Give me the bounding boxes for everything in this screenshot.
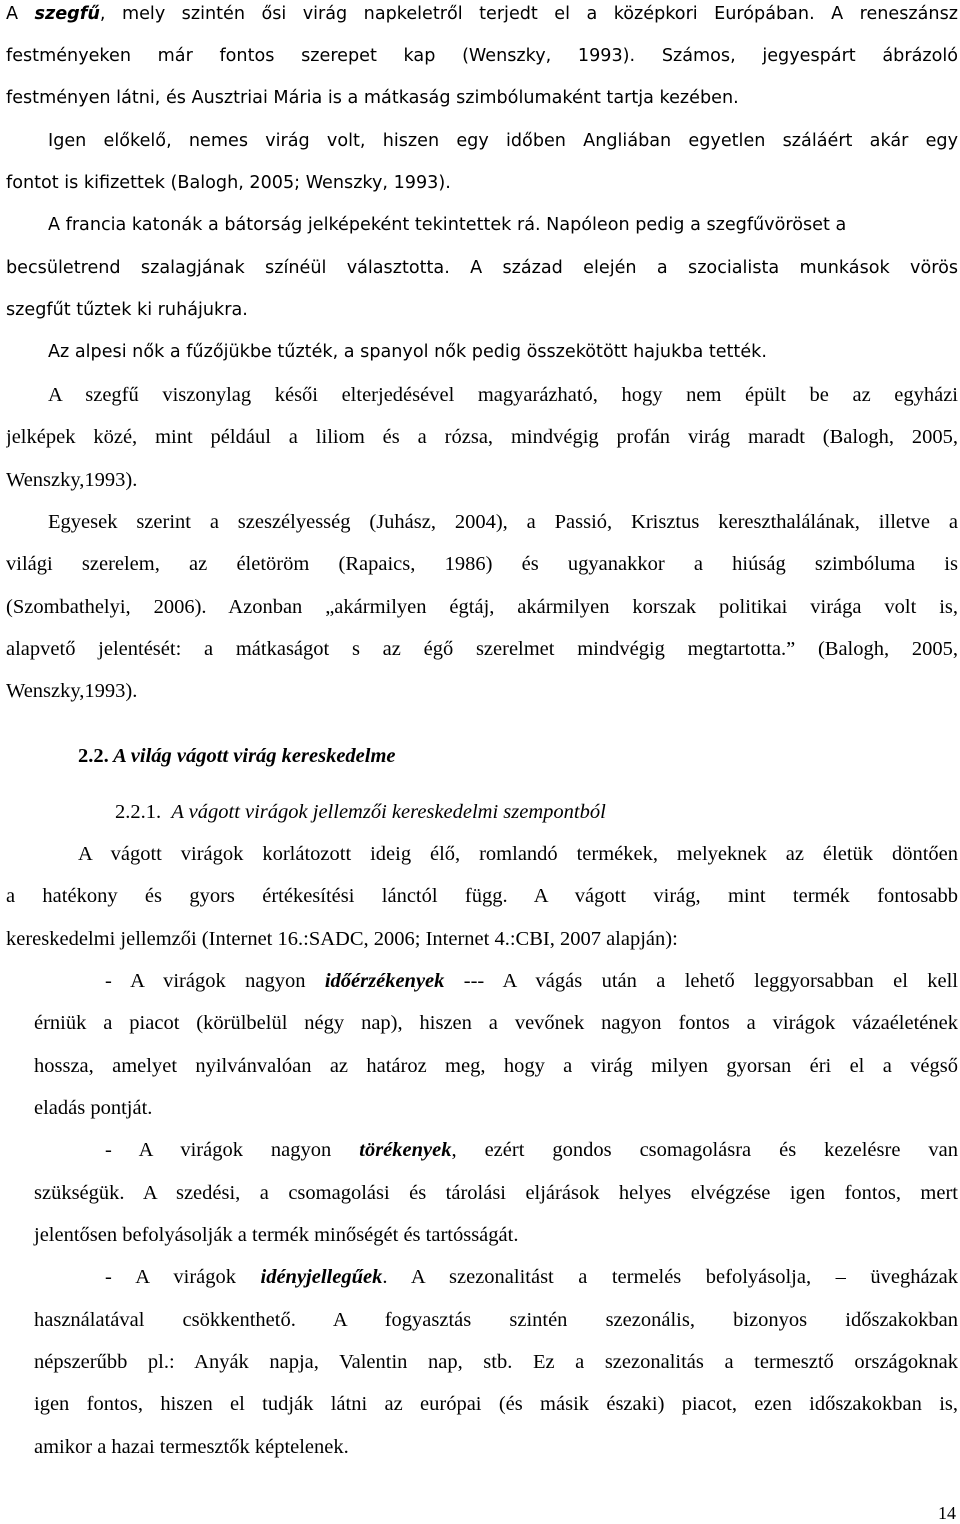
- paragraph-line: fontot is kifizettek (Balogh, 2005; Wenszky, 1993).: [6, 173, 451, 193]
- bullet-line: népszerűbb pl.: Anyák napja, Valentin nap, stb. Ez a szezonalitás a termesztő országoknak: [34, 1351, 958, 1373]
- bullet-line: érniük a piacot (körülbelül négy nap), hiszen a vevőnek nagyon fontos a virágok vázaéletének: [34, 1012, 958, 1034]
- bullet-line: - A virágok nagyon törékenyek, ezért gondos csomagolásra és kezelésre van: [105, 1139, 958, 1161]
- paragraph-line: Wenszky,1993).: [6, 469, 138, 491]
- page-number: 14: [938, 1503, 956, 1523]
- subsection-number: 2.2.1.: [115, 801, 162, 823]
- bullet-line: - A virágok nagyon időérzékenyek --- A vágás után a lehető leggyorsabban el kell: [105, 970, 958, 992]
- paragraph-line: szegfűt tűztek ki ruhájukra.: [6, 300, 248, 320]
- emphasized-term: szegfű: [34, 4, 100, 24]
- emphasized-term: törékenyek: [359, 1139, 452, 1161]
- subsection-title: A vágott virágok jellemzői kereskedelmi szempontból: [171, 801, 606, 823]
- paragraph-line: (Szombathelyi, 2006). Azonban „akármilyen égtáj, akármilyen korszak politikai virága volt is,: [6, 596, 958, 618]
- paragraph-line: alapvető jelentését: a mátkaságot s az égő szerelmet mindvégig megtartotta.” (Balogh, 2005,: [6, 638, 958, 660]
- paragraph-line: Igen előkelő, nemes virág volt, hiszen egy időben Angliában egyetlen száláért akár egy: [48, 131, 958, 151]
- paragraph-line: Az alpesi nők a fűzőjükbe tűzték, a spanyol nők pedig összekötött hajukba tették.: [48, 342, 767, 362]
- paragraph-line: világi szerelem, az életöröm (Rapaics, 1986) és ugyanakkor a hiúság szimbóluma is: [6, 553, 958, 575]
- paragraph-line: Egyesek szerint a szeszélyesség (Juhász, 2004), a Passió, Krisztus kereszthalálának, illetve a: [48, 511, 958, 533]
- section-title: A világ vágott virág kereskedelme: [113, 745, 396, 767]
- section-heading: [78, 744, 958, 768]
- emphasized-term: idényjellegűek: [260, 1266, 383, 1288]
- paragraph-line: Wenszky,1993).: [6, 680, 138, 702]
- paragraph-line: festményen látni, és Ausztriai Mária is a mátkaság szimbólumaként tartja kezében.: [6, 88, 739, 108]
- paragraph-line: A szegfű, mely szintén ősi virág napkeletről terjedt el a középkori Európában. A reneszánsz: [6, 4, 958, 24]
- paragraph-line: kereskedelmi jellemzői (Internet 16.:SADC, 2006; Internet 4.:CBI, 2007 alapján):: [6, 928, 678, 950]
- bullet-line: szükségük. A szedési, a csomagolási és tárolási eljárások helyes elvégzése igen fontos, mert: [34, 1182, 958, 1204]
- emphasized-term: időérzékenyek: [324, 970, 445, 992]
- bullet-line: - A virágok idényjellegűek. A szezonalitást a termelés befolyásolja, – üvegházak: [105, 1266, 958, 1288]
- bullet-line: jelentősen befolyásolják a termék minőségét és tartósságát.: [34, 1224, 519, 1246]
- paragraph-line: A vágott virágok korlátozott ideig élő, romlandó termékek, melyeknek az életük döntően: [78, 843, 958, 865]
- paragraph-line: festményeken már fontos szerepet kap (Wenszky, 1993). Számos, jegyespárt ábrázoló: [6, 46, 958, 66]
- bullet-line: használatával csökkenthető. A fogyasztás szintén szezonális, bizonyos időszakokban: [34, 1309, 958, 1331]
- paragraph-line: A szegfű viszonylag késői elterjedésével magyarázható, hogy nem épült be az egyházi: [48, 384, 958, 406]
- bullet-line: amikor a hazai termesztők képtelenek.: [34, 1436, 349, 1458]
- bullet-line: eladás pontját.: [34, 1097, 153, 1119]
- paragraph-line: jelképek közé, mint például a liliom és a rózsa, mindvégig profán virág maradt (Balogh, 2005,: [6, 426, 958, 448]
- section-number: 2.2.: [78, 745, 109, 767]
- paragraph-line: a hatékony és gyors értékesítési lánctól függ. A vágott virág, mint termék fontosabb: [6, 885, 958, 907]
- bullet-line: igen fontos, hiszen el tudják látni az európai (és másik északi) piacot, ezen időszakokban is,: [34, 1393, 958, 1415]
- subsection-heading: [115, 800, 960, 824]
- paragraph-line: becsületrend szalagjának színéül választotta. A század elején a szocialista munkások vörös: [6, 258, 958, 278]
- bullet-line: hossza, amelyet nyilvánvalóan az határoz meg, hogy a virág milyen gyorsan éri el a végső: [34, 1055, 958, 1077]
- paragraph-line: A francia katonák a bátorság jelképeként tekintettek rá. Napóleon pedig a szegfűvöröset a: [48, 215, 847, 235]
